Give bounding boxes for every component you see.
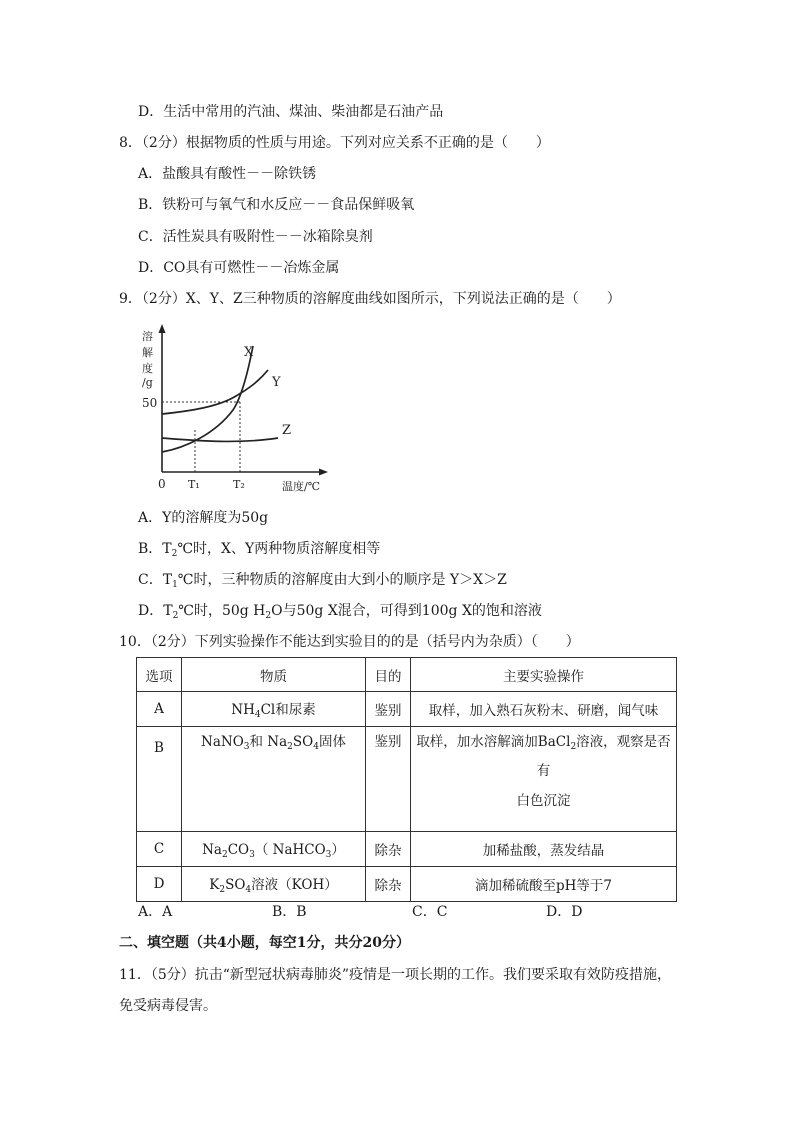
q8-stem: 8．（2分）根据物质的性质与用途。下列对应关系不正确的是（ ） (119, 135, 550, 151)
q10-answer-b: B．B (272, 904, 307, 920)
ylabel-char-1: 溶 (142, 330, 153, 343)
q9-option-d: D．$T_2℃$时，50g $H_2O$与50g X混合，可得到100g X的饱和溶液 (138, 603, 542, 621)
ylabel-char-4: /g (142, 376, 153, 389)
solubility-curve-figure (140, 322, 340, 494)
experiment-table (136, 657, 677, 902)
row-operation: 滴加稀硫酸至pH等于7 (411, 867, 677, 902)
curve-x-label: X (244, 345, 254, 360)
row-operation: 取样，加水溶解滴加BaCl$_2$溶液，观察是否 有 白色沉淀 (411, 727, 677, 832)
origin-label: 0 (158, 477, 166, 491)
header-option: 选项 (137, 658, 182, 692)
table-row (137, 727, 677, 832)
row-option: B (137, 727, 182, 832)
q10-answer-a: A．A (138, 904, 173, 920)
xlabel: 温度/℃ (282, 480, 321, 493)
q7-option-d: D．生活中常用的汽油、煤油、柴油都是石油产品 (138, 104, 444, 120)
row-option: D (137, 867, 182, 902)
q11-stem-line1: 11．（5分）抗击“新型冠状病毒肺炎”疫情是一项长期的工作。我们要采取有效防疫措施， (119, 967, 672, 983)
row-substance: $NH_4Cl$和尿素 (182, 692, 366, 727)
ylabel-char-3: 度 (142, 362, 153, 375)
row-goal: 除杂 (366, 867, 411, 902)
t1-label: T₁ (188, 478, 200, 491)
q10-stem: 10．（2分）下列实验操作不能达到实验目的的是（括号内为杂质）（ ） (119, 634, 580, 650)
row-substance: $Na_2CO_3$（ NaHCO$_3$） (182, 832, 366, 867)
curve-y (162, 370, 268, 414)
ylabel-char-2: 解 (142, 346, 153, 359)
curve-y-label: Y (272, 375, 281, 390)
y-axis-arrow (159, 324, 166, 333)
row-option: C (137, 832, 182, 867)
table-row (137, 692, 677, 727)
q10-answer-c: C．C (412, 904, 448, 920)
q9-option-b: B．$T_2℃$时，X、Y两种物质溶解度相等 (138, 541, 381, 559)
q9-option-c: C．$T_1℃$时，三种物质的溶解度由大到小的顺序是 Y＞X＞Z (138, 572, 507, 590)
q8-option-a: A．盐酸具有酸性－－除铁锈 (138, 166, 317, 182)
table-header-row (137, 658, 677, 692)
row-operation: 加稀盐酸，蒸发结晶 (411, 832, 677, 867)
row-option: A (137, 692, 182, 727)
row-substance: NaNO$_3$和 $Na_2SO_4$固体 (182, 727, 366, 832)
row-substance: $K_2SO_4$溶液（KOH） (182, 867, 366, 902)
table-row (137, 832, 677, 867)
section-title: 二、填空题（共4小题，每空1分，共分20分） (119, 935, 410, 951)
q8-option-d: D．CO具有可燃性－－冶炼金属 (138, 260, 340, 276)
q9-option-a: A．Y的溶解度为50g (138, 510, 269, 526)
q8-option-c: C．活性炭具有吸附性－－冰箱除臭剂 (138, 229, 373, 245)
curve-x (162, 346, 253, 452)
header-operation: 主要实验操作 (411, 658, 677, 692)
table-row (137, 867, 677, 902)
curve-z-label: Z (282, 423, 292, 438)
row-operation: 取样，加入熟石灰粉末、研磨，闻气味 (411, 692, 677, 727)
q8-option-b: B．铁粉可与氧气和水反应－－食品保鲜吸氧 (138, 197, 415, 213)
q10-answer-d: D．D (546, 904, 583, 920)
q9-stem: 9．（2分）X、Y、Z三种物质的溶解度曲线如图所示，下列说法正确的是（ ） (119, 291, 621, 307)
y-tick-50: 50 (142, 396, 158, 410)
header-substance: 物质 (182, 658, 366, 692)
curve-z (162, 438, 278, 441)
row-goal: 鉴别 (366, 692, 411, 727)
x-axis-arrow (319, 469, 328, 476)
q11-stem-line2: 免受病毒侵害。 (119, 998, 217, 1014)
row-goal: 除杂 (366, 832, 411, 867)
header-goal: 目的 (366, 658, 411, 692)
t2-label: T₂ (233, 478, 245, 491)
row-goal: 鉴别 (366, 727, 411, 832)
